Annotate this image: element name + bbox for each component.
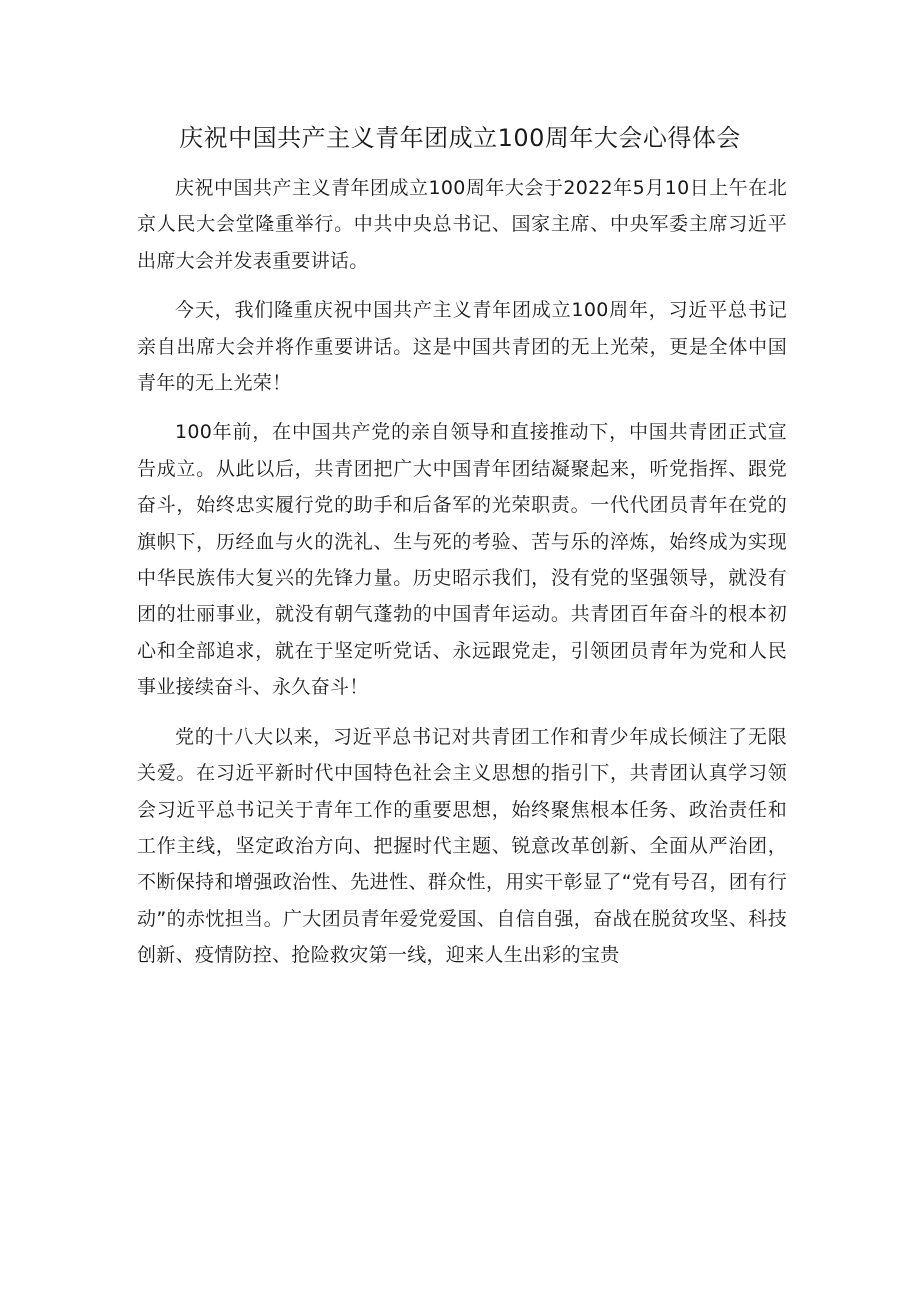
document-title: 庆祝中国共产主义青年团成立100周年大会心得体会 xyxy=(179,124,741,152)
document-body xyxy=(137,170,787,987)
paragraph-2: 今天，我们隆重庆祝中国共产主义青年团成立100周年，习近平总书记亲自出席大会并将作重要讲话。这是中国共青团的无上光荣，更是全体中国青年的无上光荣！ xyxy=(137,299,787,395)
paragraph-1: 庆祝中国共产主义青年团成立100周年大会于2022年5月10日上午在北京人民大会堂隆重举行。中共中央总书记、国家主席、中央军委主席习近平出席大会并发表重要讲话。 xyxy=(137,177,787,272)
paragraph-4: 党的十八大以来，习近平总书记对共青团工作和青少年成长倾注了无限关爱。在习近平新时代中国特色社会主义思想的指引下，共青团认真学习领会习近平总书记关于青年工作的重要思想，始终聚焦根本任务、政治责任和工作主线，坚定政治方向、把握时代主题、锐意改革创新、全面从严治团，不断保持和增强政治性、先进性、群众性，用实干彰显了“党有号召，团有行动”的赤忱担当。广大团员青年爱党爱国、自信自强，奋战在脱贫攻坚、科技创新、疫情防控、抢险救灾第一线，迎来人生出彩的宝贵 xyxy=(137,725,787,967)
paragraph-3: 100年前，在中国共产党的亲自领导和直接推动下，中国共青团正式宣告成立。从此以后，共青团把广大中国青年团结凝聚起来，听党指挥、跟党奋斗，始终忠实履行党的助手和后备军的光荣职责。一代代团员青年在党的旗帜下，历经血与火的洗礼、生与死的考验、苦与乐的淬炼，始终成为实现中华民族伟大复兴的先锋力量。历史昭示我们，没有党的坚强领导，就没有团的壮丽事业，就没有朝气蓬勃的中国青年运动。共青团百年奋斗的根本初心和全部追求，就在于坚定听党话、永远跟党走，引领团员青年为党和人民事业接续奋斗、永久奋斗！ xyxy=(137,421,787,699)
